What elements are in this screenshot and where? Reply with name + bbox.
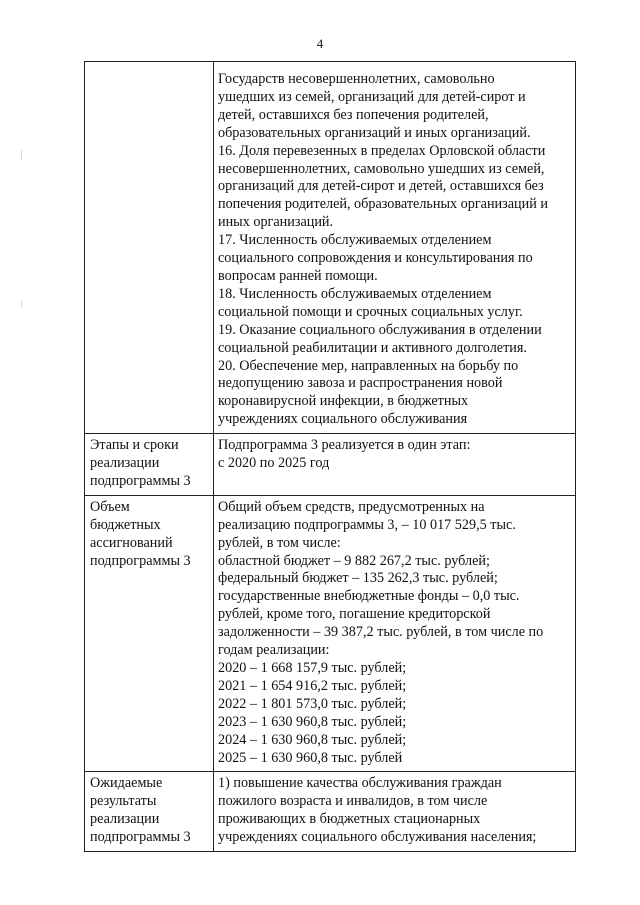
content-line: рублей, кроме того, погашение кредиторской: [218, 606, 491, 623]
content-line: с 2020 по 2025 год: [218, 455, 330, 472]
label-line: Объем: [90, 498, 130, 515]
content-line: недопущению завоза и распространения новой: [218, 375, 503, 392]
row-label-cell: [85, 495, 214, 772]
content-line: областной бюджет – 9 882 267,2 тыс. рублей;: [218, 552, 490, 569]
label-line: подпрограммы 3: [90, 472, 191, 489]
content-line: социального сопровождения и консультирования по: [218, 250, 533, 267]
scan-artifact: [21, 300, 22, 308]
content-line: 18. Численность обслуживаемых отделением: [218, 285, 492, 302]
label-line: ассигнований: [90, 534, 173, 551]
scan-artifact: [21, 150, 22, 160]
content-line: 2020 – 1 668 157,9 тыс. рублей;: [218, 660, 407, 676]
content-line: организаций для детей-сирот и детей, оставшихся без: [218, 178, 544, 195]
content-line: государственные внебюджетные фонды – 0,0 тыс.: [218, 588, 520, 605]
content-line: вопросам ранней помощи.: [218, 267, 378, 284]
label-line: реализации: [90, 455, 160, 472]
table-row: [85, 495, 576, 772]
content-line: социальной реабилитации и активного долголетия.: [218, 339, 527, 356]
content-line: детей, оставшихся без попечения родителей,: [218, 106, 489, 123]
row-content-cell: [214, 772, 576, 852]
label-line: результаты: [90, 793, 157, 810]
row-label-cell: [85, 434, 214, 496]
content-line: 2025 – 1 630 960,8 тыс. рублей: [218, 749, 403, 766]
content-line: социальной помощи и срочных социальных услуг.: [218, 303, 523, 320]
content-line: задолженности – 39 387,2 тыс. рублей, в том числе по: [218, 624, 544, 641]
content-line: пожилого возраста и инвалидов, в том числе: [218, 793, 488, 810]
content-line: 17. Численность обслуживаемых отделением: [218, 232, 492, 249]
content-line: Государств несовершеннолетних, самовольно: [218, 71, 495, 87]
content-line: ушедших из семей, организаций для детей-сирот и: [218, 88, 526, 105]
subprogram-passport-table: [84, 61, 576, 852]
content-line: Общий объем средств, предусмотренных на: [218, 498, 485, 515]
content-line: реализацию подпрограммы 3, – 10 017 529,5 тыс.: [218, 516, 516, 533]
content-line: 2022 – 1 801 573,0 тыс. рублей;: [218, 695, 407, 712]
content-line: Подпрограмма 3 реализуется в один этап:: [218, 437, 471, 454]
row-content-cell: [214, 434, 576, 496]
content-line: федеральный бюджет – 135 262,3 тыс. рублей;: [218, 570, 498, 587]
content-line: годам реализации:: [218, 642, 330, 659]
content-line: учреждениях социального обслуживания: [218, 411, 468, 428]
row-label-cell: [85, 62, 214, 434]
content-line: проживающих в бюджетных стационарных: [218, 811, 481, 828]
content-line: 1) повышение качества обслуживания граждан: [218, 775, 502, 792]
table-row: [85, 62, 576, 434]
row-label-cell: [85, 772, 214, 852]
row-content-cell: [214, 62, 576, 434]
content-line: 2021 – 1 654 916,2 тыс. рублей;: [218, 677, 407, 694]
label-line: подпрограммы 3: [90, 552, 191, 569]
content-line: 20. Обеспечение мер, направленных на борьбу по: [218, 357, 519, 374]
label-line: бюджетных: [90, 516, 161, 533]
label-line: реализации: [90, 811, 160, 828]
label-line: Ожидаемые: [90, 775, 163, 792]
content-line: 2024 – 1 630 960,8 тыс. рублей;: [218, 731, 407, 748]
content-line: 16. Доля перевезенных в пределах Орловской области: [218, 142, 546, 159]
label-line: подпрограммы 3: [90, 829, 191, 846]
content-line: учреждениях социального обслуживания населения;: [218, 829, 537, 846]
content-line: иных организаций.: [218, 214, 334, 231]
page-number: 4: [316, 36, 324, 51]
row-content-cell: [214, 495, 576, 772]
content-line: 19. Оказание социального обслуживания в отделении: [218, 321, 542, 338]
label-line: Этапы и сроки: [90, 437, 179, 454]
content-line: рублей, в том числе:: [218, 534, 341, 551]
table-row: [85, 434, 576, 496]
content-line: несовершеннолетних, самовольно ушедших из семей,: [218, 160, 545, 177]
content-line: 2023 – 1 630 960,8 тыс. рублей;: [218, 713, 407, 730]
table-row: [85, 772, 576, 852]
content-line: образовательных организаций и иных организаций.: [218, 124, 531, 141]
content-line: коронавирусной инфекции, в бюджетных: [218, 393, 469, 410]
content-line: попечения родителей, образовательных организаций и: [218, 196, 548, 213]
